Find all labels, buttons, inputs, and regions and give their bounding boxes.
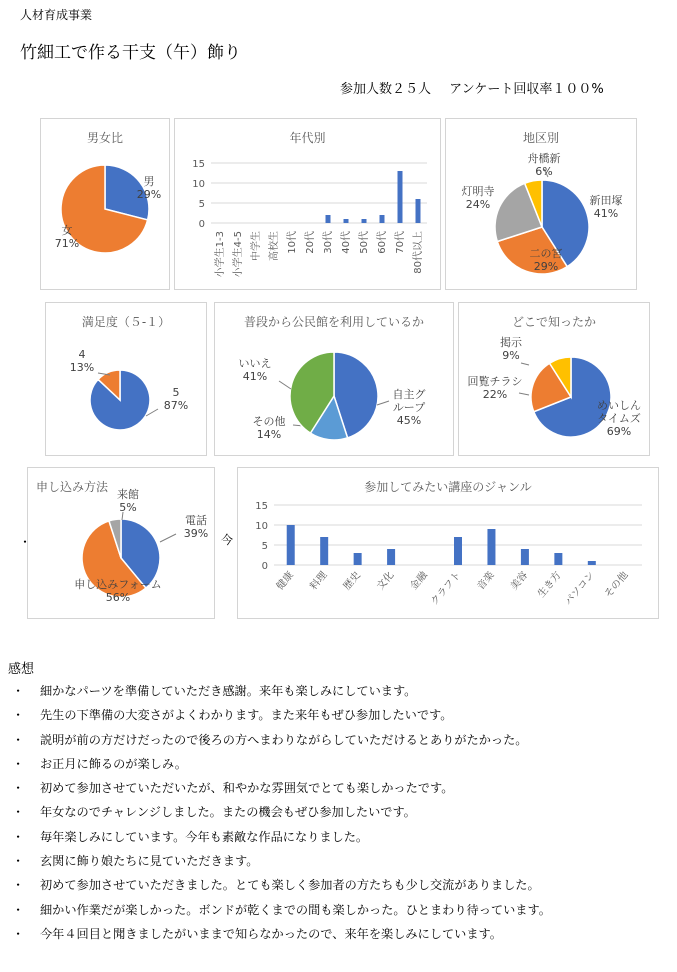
chart-title: どこで知ったか — [511, 315, 596, 329]
slice-label: 29% — [533, 260, 559, 273]
participants-count: 参加人数２５人 — [340, 82, 432, 97]
usage-chart-panel — [214, 302, 454, 456]
leader-line — [519, 393, 529, 395]
x-tick-label: 音楽 — [475, 569, 497, 593]
age-bar-chart — [175, 119, 440, 289]
y-tick-label: 5 — [198, 199, 205, 210]
slice-label: 自主グ — [392, 388, 426, 401]
bar — [320, 537, 328, 565]
slice-label: いいえ — [238, 357, 272, 370]
slice-label: 回覧チラシ — [467, 375, 523, 388]
slice-label: 24% — [465, 198, 491, 211]
comment-text: お正月に飾るのが楽しみ。 — [40, 756, 187, 771]
stray-text-fragment: 今 — [221, 533, 234, 547]
x-tick-label: 中学生 — [251, 231, 262, 261]
slice-label: 灯明寺 — [461, 185, 495, 198]
chart-title: 男女比 — [86, 131, 123, 145]
slice-label: 来館 — [117, 488, 139, 501]
comment-item — [8, 706, 551, 730]
source-chart-panel — [458, 302, 650, 456]
bullet-icon: ・ — [12, 902, 25, 917]
bullet-icon: ・ — [12, 878, 25, 893]
slice-label: 41% — [593, 207, 619, 220]
x-tick-label: 料理 — [308, 569, 330, 593]
slice-label: めいしん — [597, 399, 641, 412]
bar — [326, 215, 331, 223]
stray-bullet: ・ — [19, 535, 32, 549]
comment-text: 今年４回目と聞きましたがいままで知らなかったので、来年を楽しみにしています。 — [40, 926, 502, 941]
response-rate: アンケート回収率１００% — [449, 82, 604, 97]
leader-line — [521, 363, 529, 365]
chart-title: 地区別 — [522, 131, 559, 145]
bar — [387, 549, 395, 565]
comment-item — [8, 828, 551, 852]
slice-label: 男 — [143, 175, 155, 188]
leader-line — [160, 534, 176, 542]
leader-line — [377, 401, 389, 405]
application-pie-chart — [28, 468, 214, 618]
bullet-icon: ・ — [12, 854, 25, 869]
comment-item — [8, 803, 551, 827]
comment-item — [8, 876, 551, 900]
slice-label: 69% — [606, 425, 632, 438]
x-tick-label: 健康 — [274, 569, 297, 593]
comment-item — [8, 779, 551, 803]
bullet-icon: ・ — [12, 926, 25, 941]
comment-text: 毎年楽しみにしています。今年も素敵な作品になりました。 — [40, 829, 369, 844]
genre-bar-chart — [238, 468, 658, 618]
slice-label: 22% — [482, 388, 508, 401]
y-tick-label: 0 — [198, 219, 205, 230]
bar — [588, 561, 596, 565]
comments-list — [8, 682, 551, 949]
satisfaction-pie-chart — [46, 303, 206, 455]
y-tick-label: 15 — [192, 159, 205, 170]
bar — [554, 553, 562, 565]
org-name: 人材育成事業 — [20, 8, 93, 22]
x-tick-label: 高校生 — [269, 231, 280, 261]
usage-pie-chart — [215, 303, 453, 455]
slice-label: 13% — [69, 361, 95, 374]
slice-label: タイムズ — [597, 412, 641, 425]
bar — [362, 219, 367, 223]
bar — [398, 171, 403, 223]
chart-title: 普段から公民館を利用しているか — [243, 315, 424, 329]
slice-label: 41% — [242, 370, 268, 383]
comment-text: 年女なのでチャレンジしました。またの機会もぜひ参加したいです。 — [40, 805, 416, 820]
x-tick-label: 10代 — [287, 231, 298, 254]
bar — [380, 215, 385, 223]
slice-label: 4 — [78, 348, 86, 361]
bullet-icon: ・ — [12, 829, 25, 844]
genre-chart-panel — [237, 467, 659, 619]
x-tick-label: 80代以上 — [413, 231, 424, 274]
x-tick-label: 小学生1-3 — [215, 231, 226, 278]
slice-label: 二の宮 — [529, 247, 563, 260]
comments-heading: 感想 — [8, 662, 35, 677]
district-chart-panel — [445, 118, 637, 290]
application-chart-panel — [27, 467, 215, 619]
y-tick-label: 10 — [192, 179, 205, 190]
chart-title: 年代別 — [289, 131, 326, 145]
x-tick-label: 文化 — [375, 569, 397, 593]
chart-title: 参加してみたい講座のジャンル — [364, 480, 532, 494]
x-tick-label: 20代 — [305, 231, 316, 254]
x-tick-label: 60代 — [377, 231, 388, 254]
gender-chart-panel — [40, 118, 170, 290]
chart-title: 満足度（５-１） — [81, 315, 171, 329]
comment-item — [8, 682, 551, 706]
bar — [487, 529, 495, 565]
x-tick-label: 40代 — [341, 231, 352, 254]
leader-line — [279, 381, 291, 389]
x-tick-label: その他 — [602, 569, 631, 600]
slice-label: 87% — [163, 399, 189, 412]
bar — [454, 537, 462, 565]
x-tick-label: 生き方 — [535, 569, 564, 600]
gender-pie-chart — [41, 119, 169, 289]
bar — [287, 525, 295, 565]
comment-text: 初めて参加させていただきました。とても楽しく参加者の方たちも少し交流がありました。 — [40, 878, 540, 893]
slice-label: 5 — [172, 386, 180, 399]
x-tick-label: 歴史 — [341, 569, 363, 593]
x-tick-label: 美容 — [508, 569, 531, 593]
x-tick-label: 金融 — [408, 569, 430, 593]
comment-text: 細かなパーツを準備していただき感謝。来年も楽しみにしています。 — [40, 684, 417, 698]
bar — [344, 219, 349, 223]
page-title: 竹細工で作る干支（午）飾り — [20, 43, 241, 63]
slice-label: 71% — [54, 237, 80, 250]
bar — [521, 549, 529, 565]
slice-label: その他 — [252, 415, 286, 428]
x-tick-label: 小学生4-5 — [233, 231, 244, 278]
bullet-icon: ・ — [12, 756, 25, 771]
x-tick-label: 50代 — [359, 231, 370, 254]
x-tick-label: 70代 — [395, 231, 406, 254]
chart-title: 申し込み方法 — [36, 480, 109, 494]
bullet-icon: ・ — [12, 684, 25, 698]
source-pie-chart — [459, 303, 649, 455]
stats-line — [340, 78, 618, 97]
district-pie-chart — [446, 119, 636, 289]
slice-label: 申し込みフォーム — [74, 578, 162, 591]
slice-label: 56% — [105, 591, 131, 604]
y-tick-label: 0 — [261, 561, 268, 572]
slice-label: 9% — [502, 349, 520, 362]
slice-label: 45% — [396, 414, 422, 427]
comment-item — [8, 755, 551, 779]
y-tick-label: 15 — [255, 501, 268, 512]
slice-label: 掲示 — [500, 336, 522, 349]
comment-item — [8, 852, 551, 876]
slice-label: 39% — [183, 527, 209, 540]
comment-text: 細かい作業だが楽しかった。ボンドが乾くまでの間も楽しかった。ひとまわり待っています。 — [40, 902, 551, 917]
comment-item — [8, 925, 551, 949]
slice-label: 14% — [256, 428, 282, 441]
comment-text: 玄関に飾り娘たちに見ていただきます。 — [40, 854, 259, 869]
age-chart-panel — [174, 118, 441, 290]
comment-text: 説明が前の方だけだったので後ろの方へまわりながらしていただけるとありがたかった。 — [40, 732, 528, 747]
slice-label: 電話 — [185, 514, 207, 527]
satisfaction-chart-panel — [45, 302, 207, 456]
y-tick-label: 5 — [261, 541, 268, 552]
bar — [354, 553, 362, 565]
x-tick-label: 30代 — [323, 231, 334, 254]
bullet-icon: ・ — [12, 805, 25, 820]
comment-item — [8, 901, 551, 925]
slice-label: 女 — [61, 224, 73, 237]
x-tick-label: パソコン — [563, 569, 598, 608]
slice-label: 新田塚 — [589, 194, 623, 207]
slice-label: 6% — [535, 165, 553, 178]
x-tick-label: クラフト — [429, 569, 464, 608]
comment-text: 先生の下準備の大変さがよくわかります。また来年もぜひ参加したいです。 — [40, 708, 453, 723]
comment-text: 初めて参加させていただいたが、和やかな雰囲気でとても楽しかったです。 — [40, 781, 454, 796]
slice-label: 29% — [136, 188, 162, 201]
bullet-icon: ・ — [12, 708, 25, 723]
slice-label: 舟橋新 — [527, 152, 561, 165]
bullet-icon: ・ — [12, 732, 25, 747]
comment-item — [8, 731, 551, 755]
y-tick-label: 10 — [255, 521, 268, 532]
bullet-icon: ・ — [12, 781, 25, 796]
bar — [416, 199, 421, 223]
slice-label: ループ — [392, 401, 426, 414]
slice-label: 5% — [119, 501, 137, 514]
